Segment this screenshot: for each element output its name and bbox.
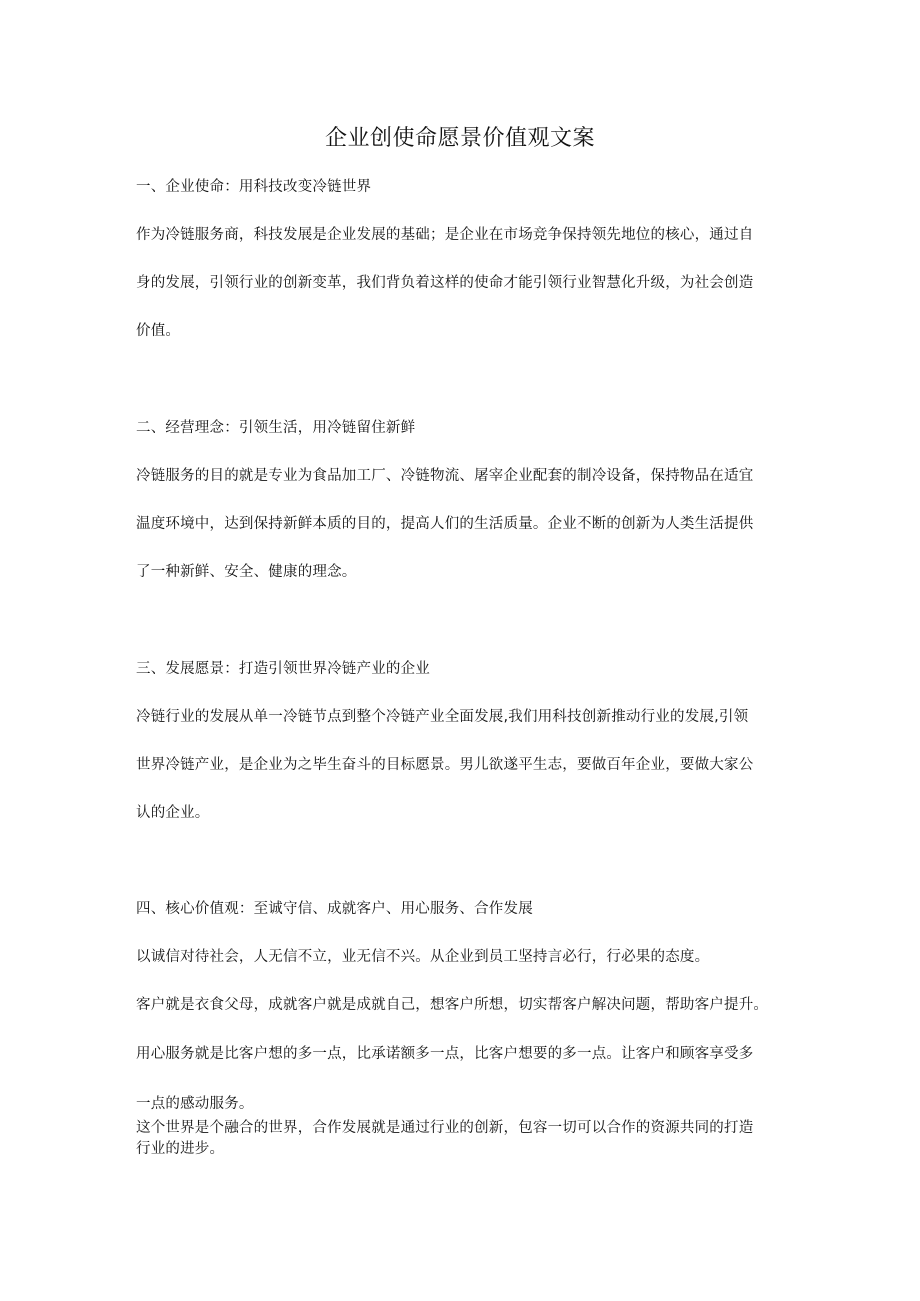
paragraph-line: 以诚信对待社会，人无信不立，业无信不兴。从企业到员工坚持言必行，行必果的态度。 [136,949,710,965]
paragraph-line: 身的发展，引领行业的创新变革，我们背负着这样的使命才能引领行业智慧化升级，为社会创造 [136,275,754,291]
paragraph-line: 冷链行业的发展从单一冷链节点到整个冷链产业全面发展,我们用科技创新推动行业的发展,引领 [136,709,749,725]
paragraph-line: 价值。 [136,323,181,339]
paragraph-line: 认的企业。 [136,805,210,821]
document-title: 企业创使命愿景价值观文案 [324,126,595,151]
paragraph-line: 一点的感动服务。 [136,1096,254,1112]
paragraph-line: 用心服务就是比客户想的多一点，比承诺额多一点，比客户想要的多一点。让客户和顾客享受多 [136,1046,754,1062]
section-heading-vision: 三、发展愿景：打造引领世界冷链产业的企业 [136,661,430,677]
paragraph-line: 世界冷链产业，是企业为之毕生奋斗的目标愿景。男儿欲遂平生志，要做百年企业，要做大家公 [136,757,754,773]
paragraph-line: 温度环境中，达到保持新鲜本质的目的，提高人们的生活质量。企业不断的创新为人类生活提供 [136,516,754,532]
paragraph-line: 客户就是衣食父母，成就客户就是成就自己，想客户所想，切实帮客户解决问题，帮助客户提升。 [136,997,769,1013]
section-heading-mission: 一、企业使命：用科技改变冷链世界 [136,179,372,195]
paragraph-line: 行业的进步。 [136,1141,225,1157]
paragraph-line: 冷链服务的目的就是专业为食品加工厂、冷链物流、屠宰企业配套的制冷设备，保持物品在适宜 [136,468,754,484]
paragraph-line: 这个世界是个融合的世界，合作发展就是通过行业的创新，包容一切可以合作的资源共同的打造 [136,1120,754,1136]
paragraph-line: 作为冷链服务商，科技发展是企业发展的基础；是企业在市场竞争保持领先地位的核心，通过自 [136,227,754,243]
paragraph-line: 了一种新鲜、安全、健康的理念。 [136,564,357,580]
section-heading-values: 四、核心价值观：至诚守信、成就客户、用心服务、合作发展 [136,901,533,917]
section-heading-philosophy: 二、经营理念：引领生活，用冷链留住新鲜 [136,420,416,436]
